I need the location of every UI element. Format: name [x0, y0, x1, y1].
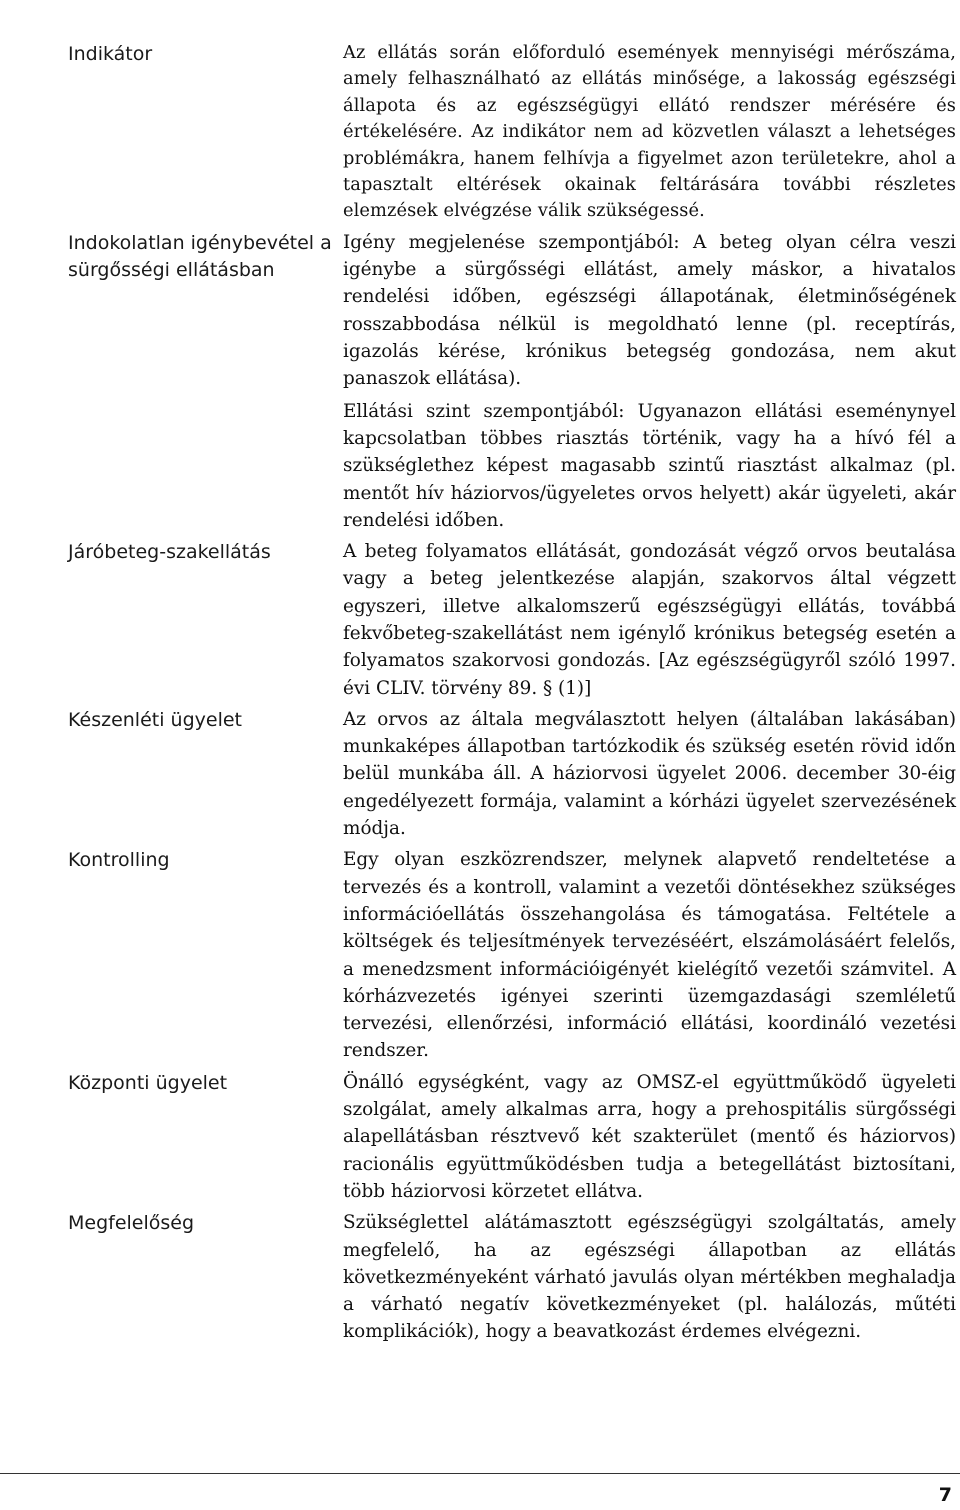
definition-text: Az orvos az általa megválasztott helyen (általában lakásában) munkaképes állapotban tartózkodik és szükség esetén rövid időn belül munkába áll. A háziorvosi ügyelet 2006. december 30-éig engedélyezett formája, valamint a kórházi ügyelet szervezésének módja.	[343, 708, 956, 840]
definition-block	[343, 40, 956, 225]
glossary-entry-kozponti-ugyelet	[68, 1069, 956, 1205]
glossary-entry-indikator	[68, 40, 956, 225]
definition-text: Szükséglettel alátámasztott egészségügyi szolgáltatás, amely megfelelő, ha az egészségi állapotban az ellátás következményeként várható javulás olyan mértékben meghaladja a várható negatív következményeket (pl. halálozás, műtéti komplikációk), hogy a beavatkozást érdemes elvégezni.	[343, 1212, 956, 1343]
term-label: Járóbeteg-szakellátás	[68, 541, 271, 564]
glossary-entry-keszenleti-ugyelet	[68, 706, 956, 842]
page-number: 7	[938, 1484, 952, 1506]
term-label: Indikátor	[68, 43, 153, 65]
definition-text: Az ellátás során előforduló események mennyiségi mérőszáma, amely felhasználható az ellátás minősége, a lakosság egészségi állapota és az egészségügyi ellátó rendszer mérésére és értékelésére. Az indikátor nem ad közvetlen választ a lehetséges problémákra, hanem felhívja a figyelmet azon területekre, ahol a tapasztalt eltérések okainak feltárására további részletes elemzések elvégzése válik szükségessé.	[343, 42, 956, 222]
definition-block	[343, 538, 956, 702]
glossary-entry-megfeleloseg	[68, 1209, 956, 1345]
definition-block	[343, 846, 956, 1064]
term-label: Központi ügyelet	[68, 1071, 228, 1094]
definition-block	[343, 1069, 956, 1205]
definition-block	[343, 1209, 956, 1345]
definition-text: Önálló egységként, vagy az OMSZ-el együttműködő ügyeleti szolgálat, amely alkalmas arra, hogy a prehospitális sürgősségi alapellátásban résztvevő két szakterület (mentő és háziorvos) racionális együttműködésben tudja a betegellátást biztosítani, több háziorvosi körzetet ellátva.	[343, 1071, 956, 1202]
definition-text: Igény megjelenése szempontjából: A beteg olyan célra veszi igénybe a sürgősségi ellátást, amely máskor, a hivatalos rendelési időben, egészségi állapotának, életminőségének rosszabbodása nélkül is megoldható lenne (pl. receptírás, igazolás kérése, krónikus betegség gondozása, nem akut panaszok ellátása).	[343, 231, 956, 390]
term-label: Megfelelőség	[68, 1212, 195, 1235]
definition-block	[343, 229, 956, 534]
definition-text: Ellátási szint szempontjából: Ugyanazon ellátási eseménynyel kapcsolatban többes riasztás történik, vagy ha a hívó fél a szükséglethez képest magasabb szintű riasztást alkalmaz (pl. mentőt hív háziorvos/ügyeletes orvos helyett) akár ügyeleti, akár rendelési időben.	[343, 400, 956, 531]
definition-text: A beteg folyamatos ellátását, gondozását végző orvos beutalása vagy a beteg jelentkezése alapján, szakorvos által végzett egyszeri, illetve alkalomszerű egészségügyi ellátás, továbbá fekvőbeteg-szakellátást nem igénylő krónikus betegség esetén a folyamatos szakorvosi gondozás. [Az egészségügyről szóló 1997. évi CLIV. törvény 89. § (1)]	[343, 541, 956, 699]
definition-text: Egy olyan eszközrendszer, melynek alapvető rendeltetése a tervezés és a kontroll, valamint a vezetői döntésekhez szükséges információellátás összehangolása és támogatása. Feltétele a költségek és teljesítmények tervezéséért, elszámolásáért felelős, a menedzsment információigényét kielégítő vezetői számvitel. A kórházvezetés igényei szerinti üzemgazdasági szemléletű tervezési, ellenőrzési, információ ellátási, koordináló vezetési rendszer.	[343, 849, 956, 1062]
glossary-entry-jarobeteg-szakellatas	[68, 538, 956, 702]
definition-block	[343, 706, 956, 842]
term-label: Indokolatlan igénybevétel a sürgősségi ellátásban	[68, 231, 332, 282]
term-label: Kontrolling	[68, 849, 170, 872]
glossary-entry-kontrolling	[68, 846, 956, 1064]
footer-divider	[0, 1473, 960, 1474]
glossary-list	[68, 40, 956, 1346]
glossary-entry-indokolatlan-igenybevetel	[68, 229, 956, 534]
term-label: Készenléti ügyelet	[68, 708, 242, 731]
